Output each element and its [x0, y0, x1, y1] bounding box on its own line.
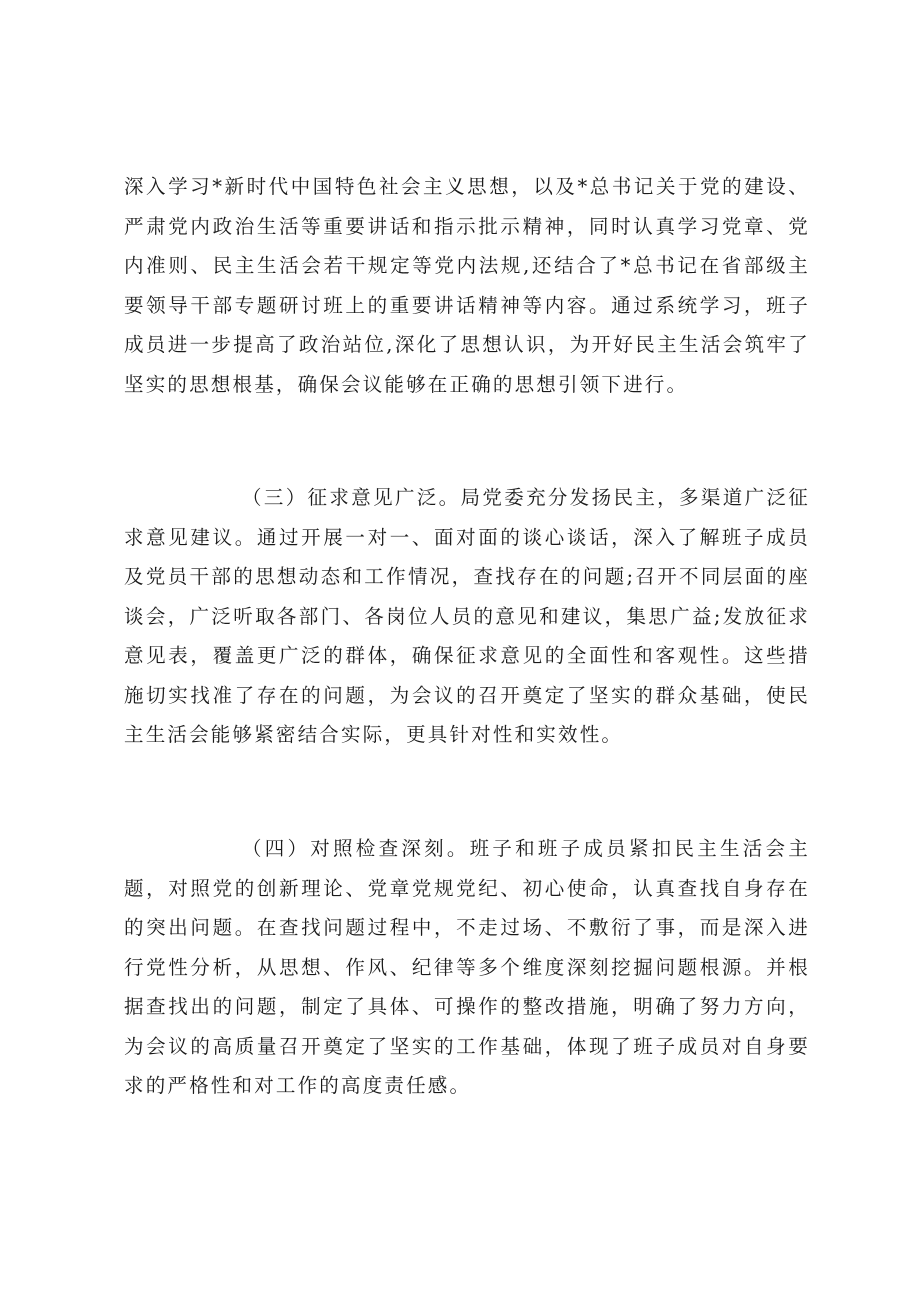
- paragraph-opinions: （三）征求意见广泛。局党委充分发扬民主，多渠道广泛征求意见建议。通过开展一对一、面对面的谈心谈话，深入了解班子成员及党员干部的思想动态和工作情况，查找存在的问题;召开不同层面的座谈会，广泛听取各部门、各岗位人员的意见和建议，集思广益;发放征求意见表，覆盖更广泛的群体，确保征求意见的全面性和客观性。这些措施切实找准了存在的问题，为会议的召开奠定了坚实的群众基础，使民主生活会能够紧密结合实际，更具针对性和实效性。: [124, 486, 810, 746]
- paragraph-self-check: （四）对照检查深刻。班子和班子成员紧扣民主生活会主题，对照党的创新理论、党章党规党纪、初心使命，认真查找自身存在的突出问题。在查找问题过程中，不走过场、不敷衍了事，而是深入进行党性分析，从思想、作风、纪律等多个维度深刻挖掘问题根源。并根据查找出的问题，制定了具体、可操作的整改措施，明确了努力方向，为会议的高质量召开奠定了坚实的工作基础，体现了班子成员对自身要求的严格性和对工作的高度责任感。: [124, 837, 810, 1097]
- paragraph-study: 深入学习*新时代中国特色社会主义思想，以及*总书记关于党的建设、严肃党内政治生活等重要讲话和指示批示精神，同时认真学习党章、党内准则、民主生活会若干规定等党内法规,还结合了*总书记在省部级主要领导干部专题研讨班上的重要讲话精神等内容。通过系统学习，班子成员进一步提高了政治站位,深化了思想认识，为开好民主生活会筑牢了坚实的思想根基，确保会议能够在正确的思想引领下进行。: [124, 175, 810, 396]
